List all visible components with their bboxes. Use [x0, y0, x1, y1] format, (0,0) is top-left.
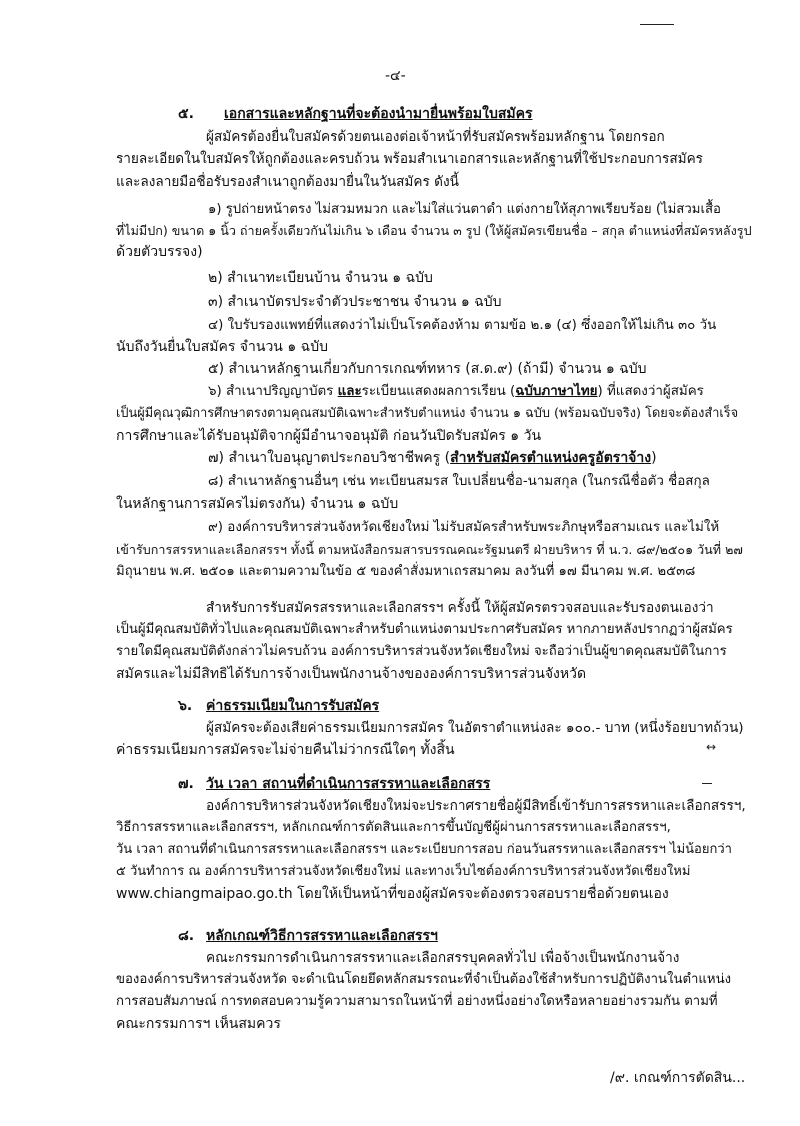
- item-2: ๒) สำเนาทะเบียนบ้าน จำนวน ๑ ฉบับ: [208, 270, 433, 286]
- item-6-part-c: ระเบียนแสดงผลการเรียน (: [361, 384, 516, 399]
- item-9-line-2: เข้ารับการสรรหาและเลือกสรรฯ ทั้งนี้ ตามหนังสือกรมสารบรรณคณะรัฐมนตรี ฝ่ายบริหาร ที่ น.ว. ๘๙/๒๕๐๑ วันที่ ๒๗: [116, 542, 743, 557]
- item-3: ๓) สำเนาบัตรประจำตัวประชาชน จำนวน ๑ ฉบับ: [208, 294, 502, 310]
- top-right-mark: [640, 24, 674, 25]
- section-7-body-3: วัน เวลา สถานที่ดำเนินการสรรหาและเลือกสรรฯ และระเบียบการสอบ ก่อนวันสรรหาและเลือกสรรฯ ไม่น้อยกว่า: [116, 842, 732, 857]
- item-9-line-1: ๙) องค์การบริหารส่วนจังหวัดเชียงใหม่ ไม่รับสมัครสำหรับพระภิกษุหรือสามเณร และไม่ให้: [208, 520, 720, 535]
- item-7: [208, 448, 657, 468]
- section-7-body-5: www.chiangmaipao.go.th โดยให้เป็นหน้าที่ของผู้สมัครจะต้องตรวจสอบรายชื่อด้วยตนเอง: [116, 886, 669, 902]
- section-5-closing-1: สำหรับการรับสมัครสรรหาและเลือกสรรฯ ครั้งนี้ ให้ผู้สมัครตรวจสอบและรับรองตนเองว่า: [206, 600, 714, 616]
- section-6-title: ค่าธรรมเนียมในการรับสมัคร: [206, 698, 380, 714]
- page-number: -๔-: [385, 68, 406, 84]
- item-6-line-3: การศึกษาและได้รับอนุมัติจากผู้มีอำนาจอนุมัติ ก่อนวันปิดรับสมัคร ๑ วัน: [116, 428, 542, 444]
- item-7-part-a: ๗) สำเนาใบอนุญาตประกอบวิชาชีพครู (: [208, 450, 451, 466]
- section-5-closing-2: เป็นผู้มีคุณสมบัติทั่วไปและคุณสมบัติเฉพาะสำหรับตำแหน่งตามประกาศรับสมัคร หากภายหลังปรากฏว่าผู้สมัคร: [116, 622, 733, 637]
- item-8-line-2: ในหลักฐานการสมัครไม่ตรงกัน) จำนวน ๑ ฉบับ: [116, 496, 399, 512]
- item-9-line-3: มิถุนายน พ.ศ. ๒๕๐๑ และตามความในข้อ ๕ ของคำสั่งมหาเถรสมาคม ลงวันที่ ๑๗ มีนาคม พ.ศ. ๒๕๓๘: [116, 564, 696, 579]
- section-7-body-1: องค์การบริหารส่วนจังหวัดเชียงใหม่จะประกาศรายชื่อผู้มีสิทธิ์เข้ารับการสรรหาและเลือกสรรฯ,: [206, 798, 746, 814]
- item-6-part-a: ๖) สำเนาปริญญาบัตร: [208, 384, 338, 399]
- section-7-body-2: วิธีการสรรหาและเลือกสรรฯ, หลักเกณฑ์การตัดสินและการขึ้นบัญชีผู้ผ่านการสรรหาและเลือกสรรฯ,: [116, 820, 671, 835]
- item-6-line-2: เป็นผู้มีคุณวุฒิการศึกษาตรงตามคุณสมบัติเฉพาะสำหรับตำแหน่ง จำนวน ๑ ฉบับ (พร้อมฉบับจริง) โดยจะต้องสำเร็จ: [116, 406, 739, 421]
- item-7-part-c: ): [651, 450, 657, 466]
- section-7-number: ๗.: [178, 776, 194, 792]
- section-5-closing-4: สมัครและไม่มีสิทธิได้รับการจ้างเป็นพนักงานจ้างขององค์การบริหารส่วนจังหวัด: [116, 666, 587, 682]
- section-5-intro-3: และลงลายมือชื่อรับรองสำเนาถูกต้องมายื่นในวันสมัคร ดังนี้: [116, 174, 459, 190]
- section-7-body-4: ๕ วันทำการ ณ องค์การบริหารส่วนจังหวัดเชียงใหม่ และทางเว็บไซต์องค์การบริหารส่วนจังหวัดเชียงใหม่: [116, 864, 691, 879]
- section-8-body-4: คณะกรรมการฯ เห็นสมควร: [116, 1016, 281, 1032]
- item-5: ๕) สำเนาหลักฐานเกี่ยวกับการเกณฑ์ทหาร (ส.ด.๙) (ถ้ามี) จำนวน ๑ ฉบับ: [208, 361, 647, 377]
- section-8-title: หลักเกณฑ์วิธีการสรรหาและเลือกสรรฯ: [206, 928, 438, 944]
- item-7-part-b: สำหรับสมัครตำแหน่งครูอัตราจ้าง: [450, 450, 652, 466]
- section-6-number: ๖.: [178, 698, 193, 714]
- section-5-number: ๕.: [178, 106, 194, 122]
- section-6-body-1: ผู้สมัครจะต้องเสียค่าธรรมเนียมการสมัคร ในอัตราตำแหน่งละ ๑๐๐.- บาท (หนึ่งร้อยบาทถ้วน): [206, 720, 744, 736]
- item-6-part-b: และ: [337, 384, 362, 399]
- section-6-body-2: ค่าธรรมเนียมการสมัครจะไม่จ่ายคืนไม่ว่ากรณีใดๆ ทั้งสิ้น: [116, 742, 455, 758]
- item-6-part-d: ฉบับภาษาไทย: [515, 384, 598, 399]
- section-8-body-2: ขององค์การบริหารส่วนจังหวัด จะดำเนินโดยยึดหลักสมรรถนะที่จำเป็นต้องใช้สำหรับการปฏิบัติงานในตำแหน่ง: [116, 972, 732, 987]
- section-5-intro-1: ผู้สมัครต้องยื่นใบสมัครด้วยตนเองต่อเจ้าหน้าที่รับสมัครพร้อมหลักฐาน โดยกรอก: [206, 129, 665, 145]
- item-6-part-e: ) ที่แสดงว่าผู้สมัคร: [597, 384, 704, 399]
- item-4-line-2: นับถึงวันยื่นใบสมัคร จำนวน ๑ ฉบับ: [116, 339, 328, 355]
- section-5-title: เอกสารและหลักฐานที่จะต้องนำมายื่นพร้อมใบสมัคร: [224, 106, 533, 122]
- item-1-line-3: ด้วยตัวบรรจง): [116, 244, 203, 260]
- item-8-line-1: ๘) สำเนาหลักฐานอื่นๆ เช่น ทะเบียนสมรส ใบเปลี่ยนชื่อ-นามสกุล (ในกรณีชื่อตัว ชื่อสกุล: [208, 474, 710, 489]
- section-8-body-3: การสอบสัมภาษณ์ การทดสอบความรู้ความสามารถในหน้าที่ อย่างหนึ่งอย่างใดหรือหลายอย่างรวมกัน ตามที่: [116, 994, 718, 1009]
- item-4-line-1: ๔) ใบรับรองแพทย์ที่แสดงว่าไม่เป็นโรคต้องห้าม ตามข้อ ๒.๑ (๔) ซึ่งออกให้ไม่เกิน ๓๐ วัน: [208, 318, 717, 333]
- item-1-line-1: ๑) รูปถ่ายหน้าตรง ไม่สวมหมวก และไม่ใส่แว่นตาดำ แต่งกายให้สุภาพเรียบร้อย (ไม่สวมเสื้อ: [208, 202, 721, 217]
- continuation-footer: /๙. เกณฑ์การตัดสิน...: [610, 1070, 746, 1086]
- item-6-line-1: [208, 382, 704, 402]
- section-5-intro-2: รายละเอียดในใบสมัครให้ถูกต้องและครบถ้วน พร้อมสำเนาเอกสารและหลักฐานที่ใช้ประกอบการสมัคร: [116, 151, 703, 167]
- section-8-body-1: คณะกรรมการดำเนินการสรรหาและเลือกสรรบุคคลทั่วไป เพื่อจ้างเป็นพนักงานจ้าง: [206, 950, 680, 966]
- margin-tick-mark: [702, 783, 712, 784]
- item-1-line-2: ที่ไม่มีปก) ขนาด ๑ นิ้ว ถ่ายครั้งเดียวกันไม่เกิน ๖ เดือน จำนวน ๓ รูป (ให้ผู้สมัครเขียนชื่อ – สกุล ตำแหน่งที่สมัครหลังรูป: [116, 223, 752, 238]
- section-8-number: ๘.: [178, 928, 195, 944]
- section-5-closing-3: รายใดมีคุณสมบัติดังกล่าวไม่ครบถ้วน องค์การบริหารส่วนจังหวัดเชียงใหม่ จะถือว่าเป็นผู้ขาดคุณสมบัติในการ: [116, 644, 727, 659]
- section-7-title: วัน เวลา สถานที่ดำเนินการสรรหาและเลือกสรร: [206, 776, 491, 792]
- margin-arrow-mark: ↔: [706, 740, 717, 754]
